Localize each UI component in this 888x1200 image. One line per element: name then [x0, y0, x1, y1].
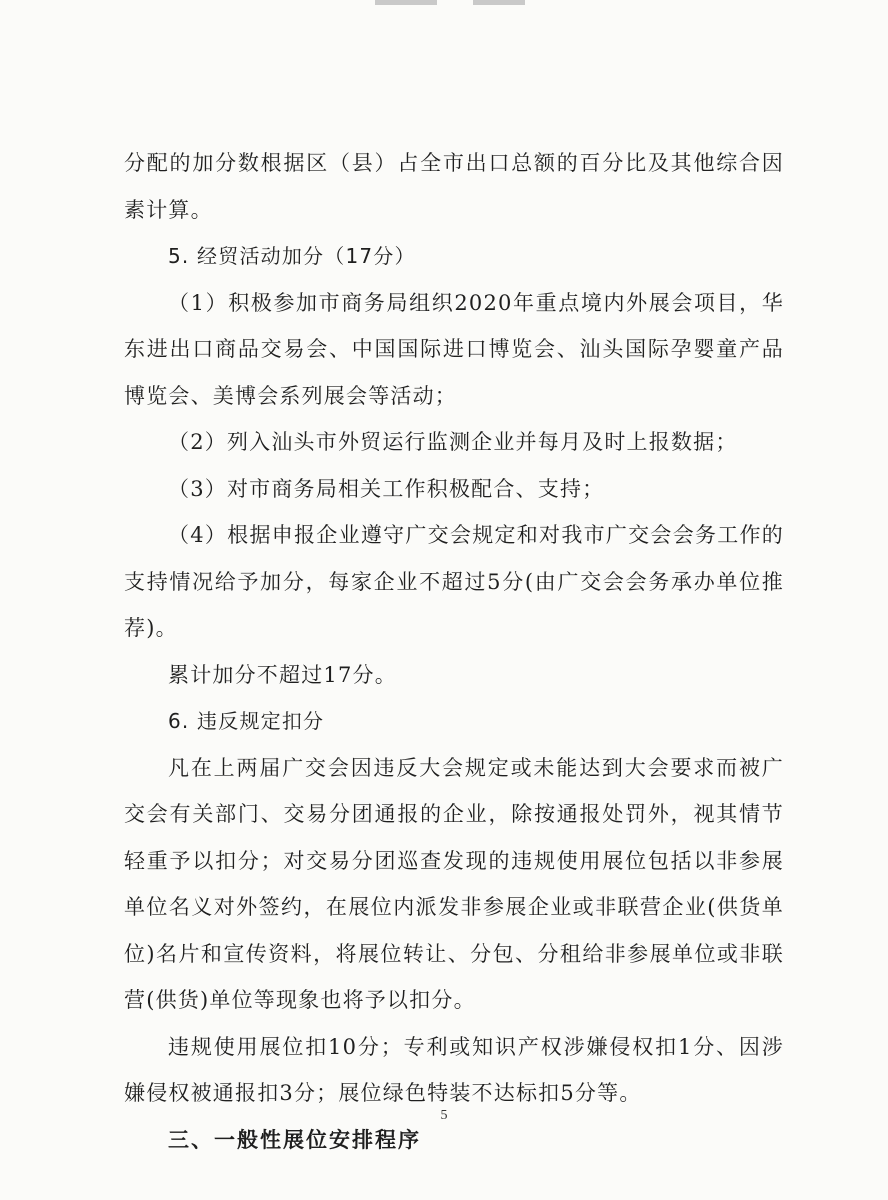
- paragraph-deductions: 违规使用展位扣10分；专利或知识产权涉嫌侵权扣1分、因涉嫌侵权被通报扣3分；展位绿色特装不达标扣5分等。: [124, 1034, 784, 1105]
- paragraph-item-4: （4）根据申报企业遵守广交会规定和对我市广交会会务工作的支持情况给予加分，每家企业不超过5分(由广交会会务承办单位推荐)。: [124, 523, 784, 640]
- document-body: [124, 140, 784, 1163]
- chapter-heading-3: 三、一般性展位安排程序: [168, 1127, 421, 1152]
- paragraph-continuation: 分配的加分数根据区（县）占全市出口总额的百分比及其他综合因素计算。: [124, 151, 784, 222]
- scan-mark: [375, 0, 437, 5]
- scan-artifact-marks: [375, 0, 565, 6]
- paragraph-item-1: （1）积极参加市商务局组织2020年重点境内外展会项目，华东进出口商品交易会、中国国际进口博览会、汕头国际孕婴童产品博览会、美博会系列展会等活动；: [124, 290, 784, 408]
- section-heading-5: 5. 经贸活动加分（17分）: [168, 244, 416, 268]
- paragraph-violations: 凡在上两届广交会因违反大会规定或未能达到大会要求而被广交会有关部门、交易分团通报的企业，除按通报处罚外，视其情节轻重予以扣分；对交易分团巡查发现的违规使用展位包括以非参展单位名义对外签约，在展位内派发非参展企业或非联营企业(供货单位)名片和宣传资料，将展位转让、分包、分租给非参展单位或非联营(供货)单位等现象也将予以扣分。: [124, 755, 784, 1012]
- page-number: 5: [440, 1108, 448, 1123]
- section-heading-6: 6. 违反规定扣分: [168, 709, 325, 733]
- paragraph-item-3: （3）对市商务局相关工作积极配合、支持；: [168, 476, 605, 501]
- paragraph-total: 累计加分不超过17分。: [168, 662, 397, 687]
- scan-mark: [473, 0, 525, 5]
- paragraph-item-2: （2）列入汕头市外贸运行监测企业并每月及时上报数据；: [168, 430, 738, 454]
